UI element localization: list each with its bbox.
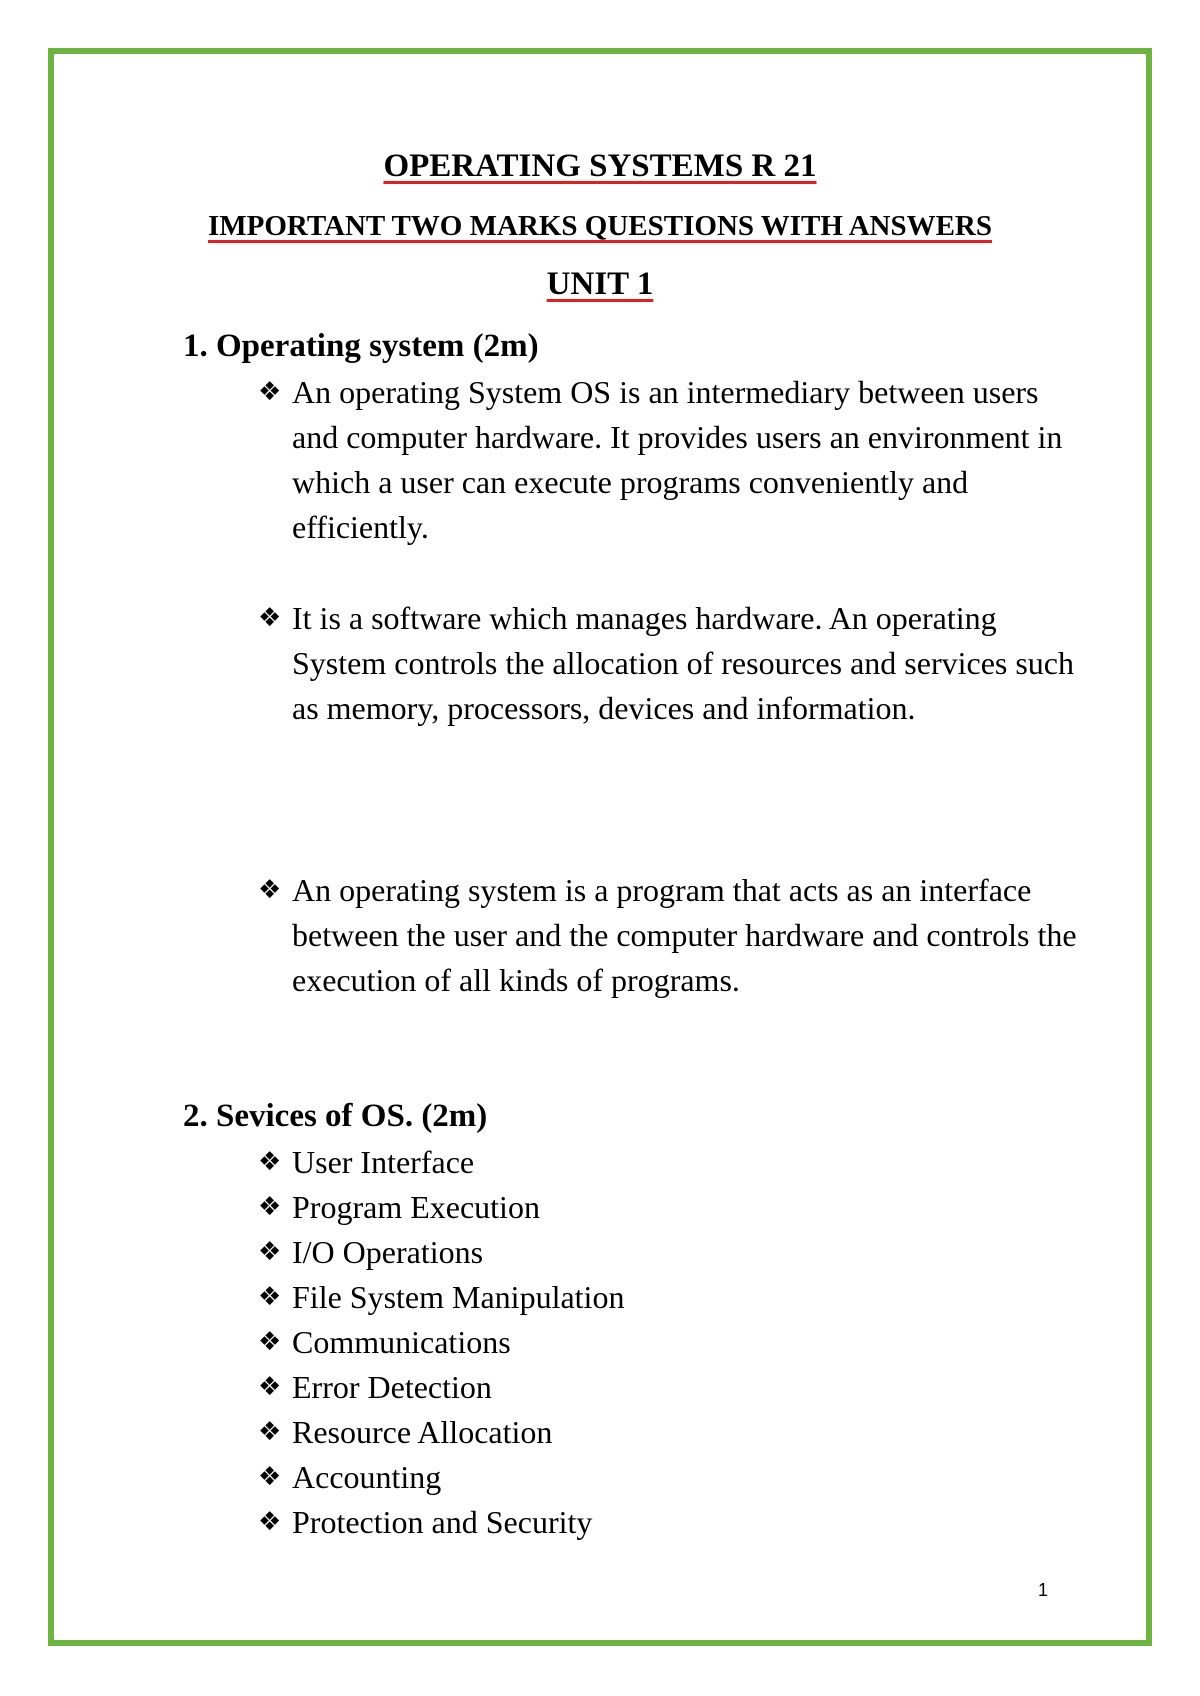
four-diamond-bullet-icon: ❖ bbox=[258, 377, 282, 407]
unit-heading: UNIT 1 bbox=[546, 266, 654, 302]
four-diamond-bullet-icon: ❖ bbox=[258, 1192, 282, 1222]
list-item: ❖ An operating system is a program that acts as an interface between the user and the computer hardware and controls the execution of all kinds of programs. bbox=[258, 868, 1078, 1003]
list-item: ❖ I/O Operations bbox=[258, 1230, 1078, 1275]
list-item: ❖ File System Manipulation bbox=[258, 1275, 1078, 1320]
list-item: ❖ Program Execution bbox=[258, 1185, 1078, 1230]
question-1-answer-1 bbox=[258, 370, 1078, 550]
four-diamond-bullet-icon: ❖ bbox=[258, 1507, 282, 1537]
page-number: 1 bbox=[1038, 1580, 1049, 1600]
list-item: ❖ Communications bbox=[258, 1320, 1078, 1365]
document-title: OPERATING SYSTEMS R 21 bbox=[383, 148, 817, 184]
four-diamond-bullet-icon: ❖ bbox=[258, 1282, 282, 1312]
question-1-answer-3 bbox=[258, 868, 1078, 1003]
list-item: ❖ User Interface bbox=[258, 1140, 1078, 1185]
document-subtitle: IMPORTANT TWO MARKS QUESTIONS WITH ANSWERS bbox=[207, 210, 993, 242]
four-diamond-bullet-icon: ❖ bbox=[258, 1237, 282, 1267]
list-item: ❖ Error Detection bbox=[258, 1365, 1078, 1410]
question-2-heading: 2. Sevices of OS. (2m) bbox=[183, 1098, 488, 1134]
list-item: ❖ It is a software which manages hardware. An operating System controls the allocation of resources and services such as memory, processors, devices and information. bbox=[258, 596, 1078, 731]
four-diamond-bullet-icon: ❖ bbox=[258, 603, 282, 633]
four-diamond-bullet-icon: ❖ bbox=[258, 1462, 282, 1492]
services-list bbox=[258, 1140, 1078, 1545]
list-item: ❖ An operating System OS is an intermediary between users and computer hardware. It provides users an environment in which a user can execute programs conveniently and efficiently. bbox=[258, 370, 1078, 550]
four-diamond-bullet-icon: ❖ bbox=[258, 875, 282, 905]
question-1-heading: 1. Operating system (2m) bbox=[183, 328, 539, 364]
list-item: ❖ Resource Allocation bbox=[258, 1410, 1078, 1455]
list-item: ❖ Protection and Security bbox=[258, 1500, 1078, 1545]
list-item: ❖ Accounting bbox=[258, 1455, 1078, 1500]
question-1-answer-2 bbox=[258, 596, 1078, 731]
four-diamond-bullet-icon: ❖ bbox=[258, 1372, 282, 1402]
four-diamond-bullet-icon: ❖ bbox=[258, 1417, 282, 1447]
four-diamond-bullet-icon: ❖ bbox=[258, 1147, 282, 1177]
four-diamond-bullet-icon: ❖ bbox=[258, 1327, 282, 1357]
